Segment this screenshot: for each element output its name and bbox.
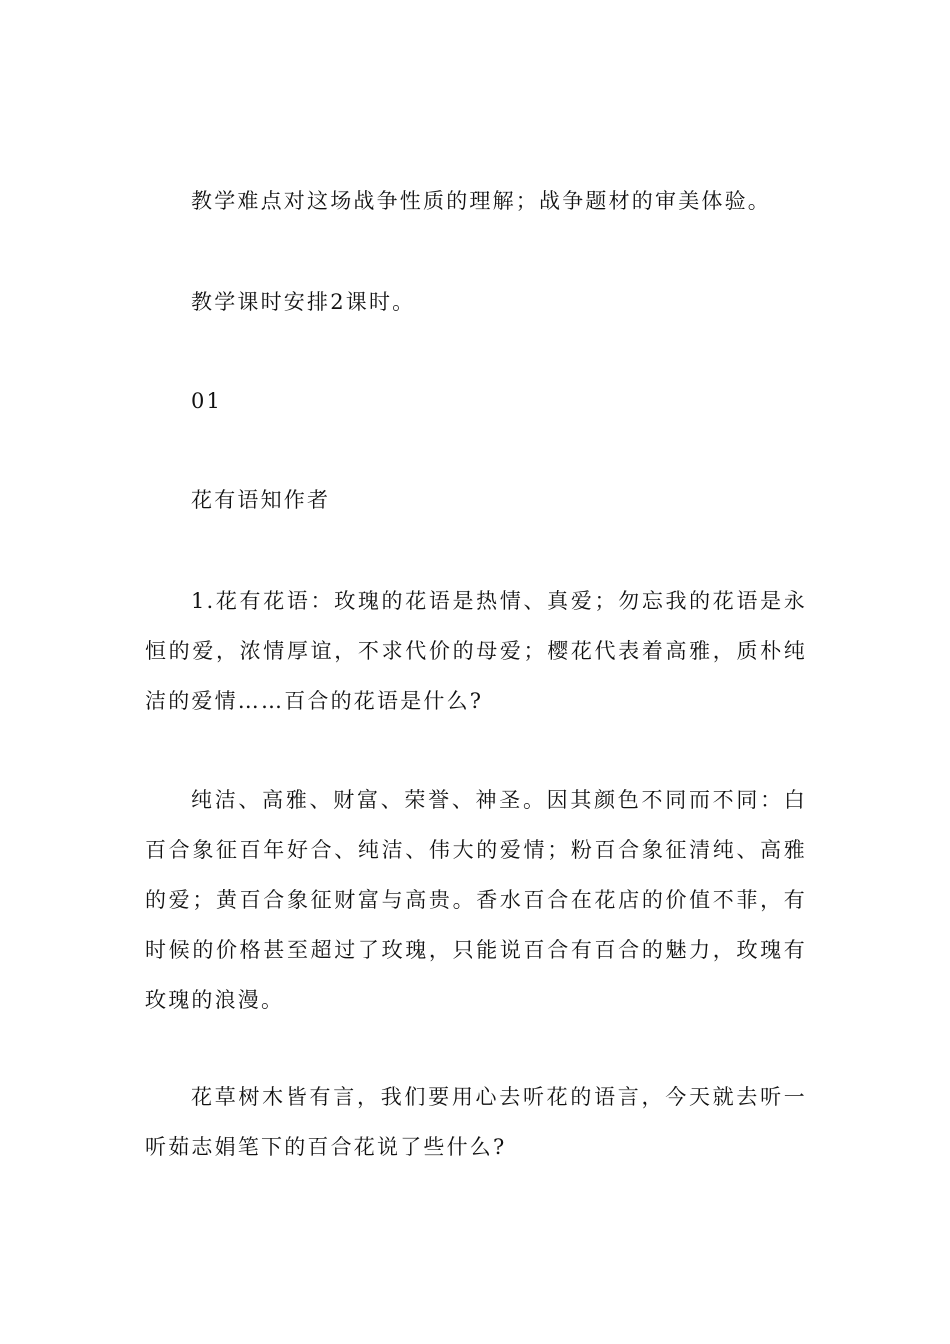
paragraph-lead-in: 花草树木皆有言，我们要用心去听花的语言，今天就去听一听茹志娟笔下的百合花说了些什么?	[145, 1085, 807, 1159]
paragraph-class-hours: 教学课时安排2课时。	[191, 290, 416, 314]
paragraph-flower-language: 1.花有花语：玫瑰的花语是热情、真爱；勿忘我的花语是永恒的爱，浓情厚谊，不求代价的母爱；樱花代表着高雅，质朴纯洁的爱情……百合的花语是什么?	[145, 589, 807, 713]
section-heading: 花有语知作者	[191, 488, 331, 512]
section-number: 01	[191, 389, 223, 413]
paragraph-lily-meaning: 纯洁、高雅、财富、荣誉、神圣。因其颜色不同而不同：白百合象征百年好合、纯洁、伟大的爱情；粉百合象征清纯、高雅的爱；黄百合象征财富与高贵。香水百合在花店的价值不菲，有时候的价格甚至超过了玫瑰，只能说百合有百合的魅力，玫瑰有玫瑰的浪漫。	[145, 788, 807, 1012]
paragraph-teaching-difficulty: 教学难点对这场战争性质的理解；战争题材的审美体验。	[191, 189, 771, 213]
